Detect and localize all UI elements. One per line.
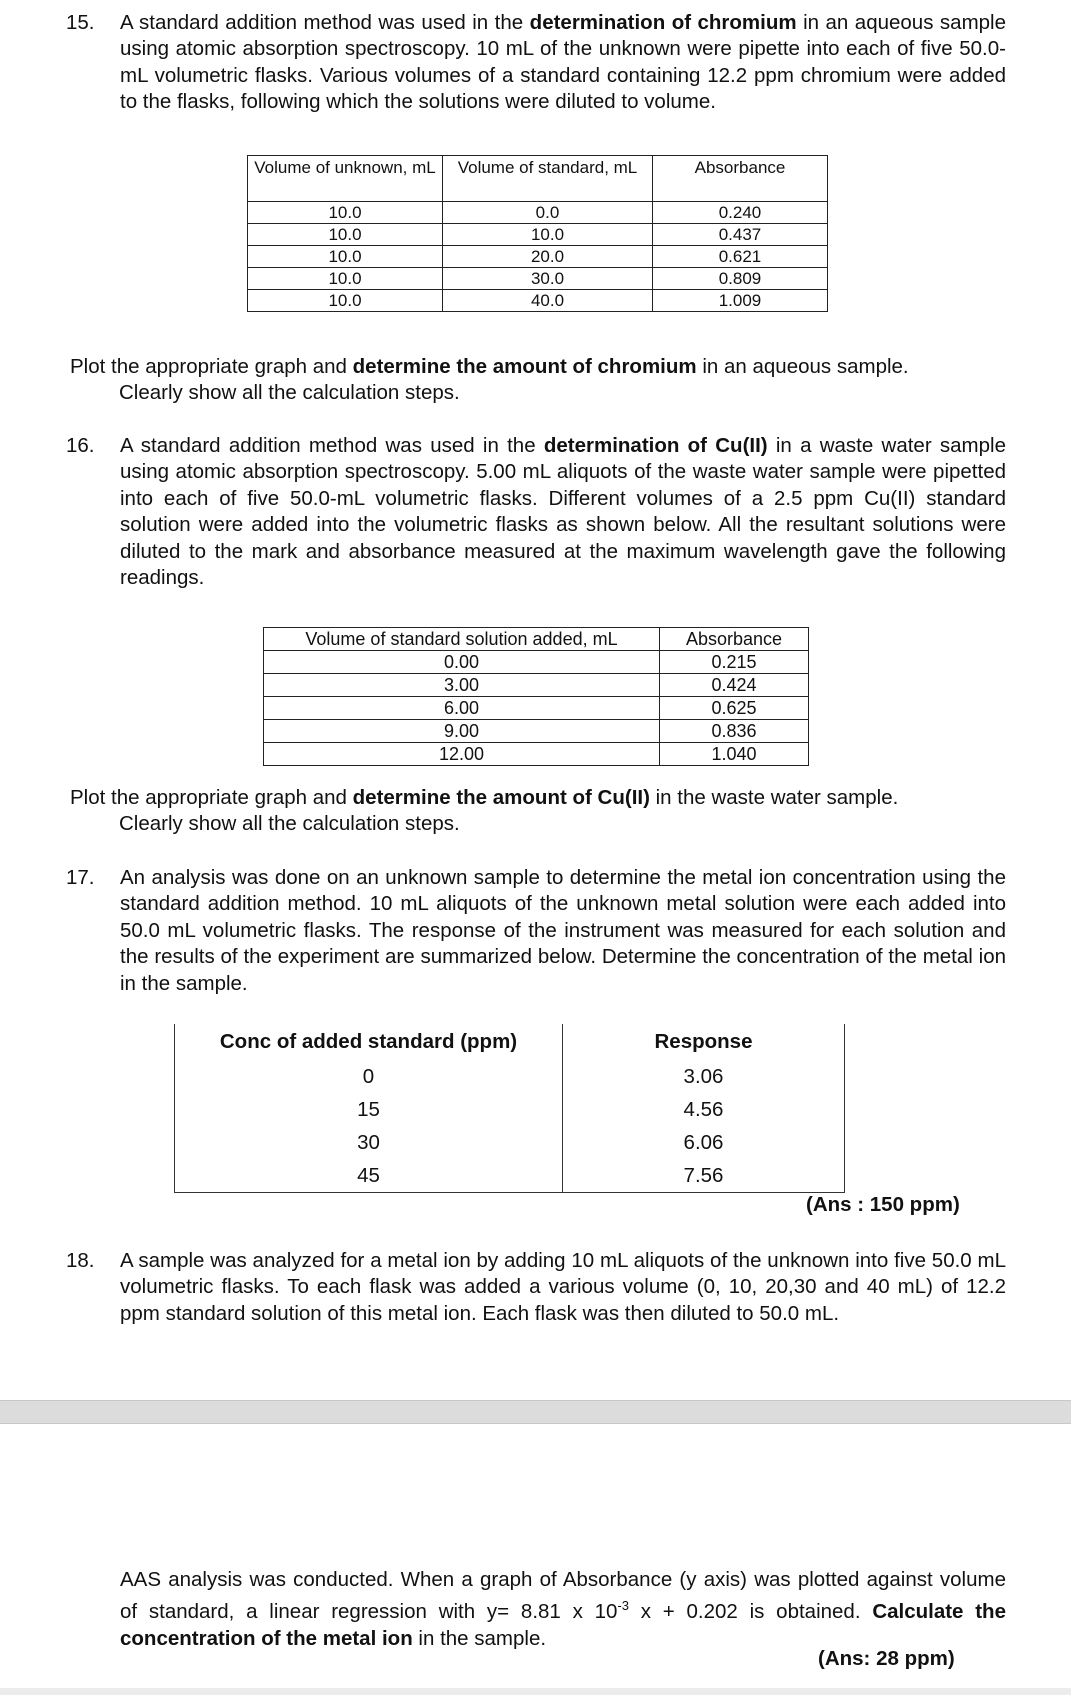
table-cell: 10.0	[248, 224, 443, 246]
table-row	[248, 202, 828, 224]
table-cell: 10.0	[248, 202, 443, 224]
question-text: AAS analysis was conducted. When a graph of Absorbance (y axis) was plotted against volume of standard, a linear regression with y= 8.81 x $10^{-3}$ x + 0.202 is obtained. Calculate the concentration of the metal ion in the sample.	[120, 1568, 1006, 1650]
table-cell: 0.240	[653, 202, 828, 224]
table-header: Volume of unknown, mL	[248, 156, 443, 202]
table-cell: 9.00	[264, 720, 660, 743]
table-cell: 0.215	[660, 651, 809, 674]
question-text: A standard addition method was used in the determination of chromium in an aqueous sample using atomic absorption spectroscopy. 10 mL of the unknown were pipette into each of five 50.0-mL volumetric flasks. Various volumes of a standard containing 12.2 ppm chromium were added to the flasks, following which the solutions were diluted to volume.	[120, 11, 1007, 114]
table-row	[175, 1093, 845, 1126]
table-row	[248, 290, 828, 312]
q16-instruction: Plot the appropriate graph and determine the amount of Cu(II) in the waste water sample. Clearly show all the calculation steps.	[70, 786, 899, 836]
table-header: Volume of standard, mL	[443, 156, 653, 202]
table-cell: 4.56	[563, 1093, 845, 1126]
table-cell: 1.040	[660, 743, 809, 766]
table-cell: 40.0	[443, 290, 653, 312]
table-cell: 30	[175, 1126, 563, 1159]
table-cell: 1.009	[653, 290, 828, 312]
table-cell: 10.0	[248, 246, 443, 268]
table-row	[248, 224, 828, 246]
page-break-divider	[0, 1400, 1071, 1424]
table-row	[264, 674, 809, 697]
table-cell: 7.56	[563, 1159, 845, 1193]
table-cell: 0	[175, 1060, 563, 1093]
question-number: 16.	[66, 434, 95, 457]
table-cell: 30.0	[443, 268, 653, 290]
q16-data-table	[263, 627, 809, 766]
table-row	[175, 1060, 845, 1093]
table-header: Volume of standard solution added, mL	[264, 628, 660, 651]
question-15	[60, 10, 1006, 116]
table-row	[248, 246, 828, 268]
question-16	[60, 433, 1006, 591]
table-row	[175, 1159, 845, 1193]
table-cell: 45	[175, 1159, 563, 1193]
q18-answer: (Ans: 28 ppm)	[818, 1647, 955, 1670]
table-cell: 0.00	[264, 651, 660, 674]
table-cell: 0.0	[443, 202, 653, 224]
table-row	[264, 743, 809, 766]
bold-phrase: determination of Cu(II)	[543, 434, 768, 457]
bold-phrase: determination of chromium	[529, 11, 797, 34]
table-row	[264, 720, 809, 743]
question-number: 15.	[66, 11, 95, 34]
table-row	[175, 1126, 845, 1159]
table-row	[248, 268, 828, 290]
table-row	[264, 697, 809, 720]
table-cell: 10.0	[443, 224, 653, 246]
table-cell: 6.00	[264, 697, 660, 720]
table-header: Absorbance	[653, 156, 828, 202]
table-cell: 0.424	[660, 674, 809, 697]
table-cell: 6.06	[563, 1126, 845, 1159]
question-text: A sample was analyzed for a metal ion by adding 10 mL aliquots of the unknown into five 50.0 mL volumetric flasks. To each flask was added a various volume (0, 10, 20,30 and 40 mL) of 12.2 ppm standard solution of this metal ion. Each flask was then diluted to 50.0 mL.	[120, 1249, 1006, 1325]
table-cell: 10.0	[248, 268, 443, 290]
table-cell: 10.0	[248, 290, 443, 312]
bottom-edge	[0, 1688, 1071, 1695]
table-row	[264, 651, 809, 674]
table-header: Conc of added standard (ppm)	[175, 1024, 563, 1060]
table-cell: 0.625	[660, 697, 809, 720]
question-18	[60, 1248, 1006, 1327]
q15-data-table	[247, 155, 828, 312]
q17-answer: (Ans : 150 ppm)	[806, 1193, 960, 1216]
table-header: Response	[563, 1024, 845, 1060]
q17-data-table	[174, 1024, 845, 1193]
q15-instruction: Plot the appropriate graph and determine the amount of chromium in an aqueous sample. Clearly show all the calculation steps.	[70, 355, 909, 405]
table-cell: 0.437	[653, 224, 828, 246]
table-cell: 0.809	[653, 268, 828, 290]
question-number: 18.	[66, 1249, 95, 1272]
question-18-continued	[60, 1567, 1006, 1652]
table-cell: 12.00	[264, 743, 660, 766]
table-cell: 0.836	[660, 720, 809, 743]
table-cell: 15	[175, 1093, 563, 1126]
question-17	[60, 865, 1006, 997]
table-cell: 3.00	[264, 674, 660, 697]
question-text: An analysis was done on an unknown sample to determine the metal ion concentration using the standard addition method. 10 mL aliquots of the unknown metal solution were each added into 50.0 mL volumetric flasks. The response of the instrument was measured for each solution and the results of the experiment are summarized below. Determine the concentration of the metal ion in the sample.	[120, 866, 1006, 995]
question-number: 17.	[66, 866, 95, 889]
table-cell: 3.06	[563, 1060, 845, 1093]
table-cell: 0.621	[653, 246, 828, 268]
table-header: Absorbance	[660, 628, 809, 651]
question-text: A standard addition method was used in the determination of Cu(II) in a waste water sample using atomic absorption spectroscopy. 5.00 mL aliquots of the waste water sample were pipetted into each of five 50.0-mL volumetric flasks. Different volumes of a 2.5 ppm Cu(II) standard solution were added into the volumetric flasks as shown below. All the resultant solutions were diluted to the mark and absorbance measured at the maximum wavelength gave the following readings.	[120, 434, 1006, 590]
table-cell: 20.0	[443, 246, 653, 268]
